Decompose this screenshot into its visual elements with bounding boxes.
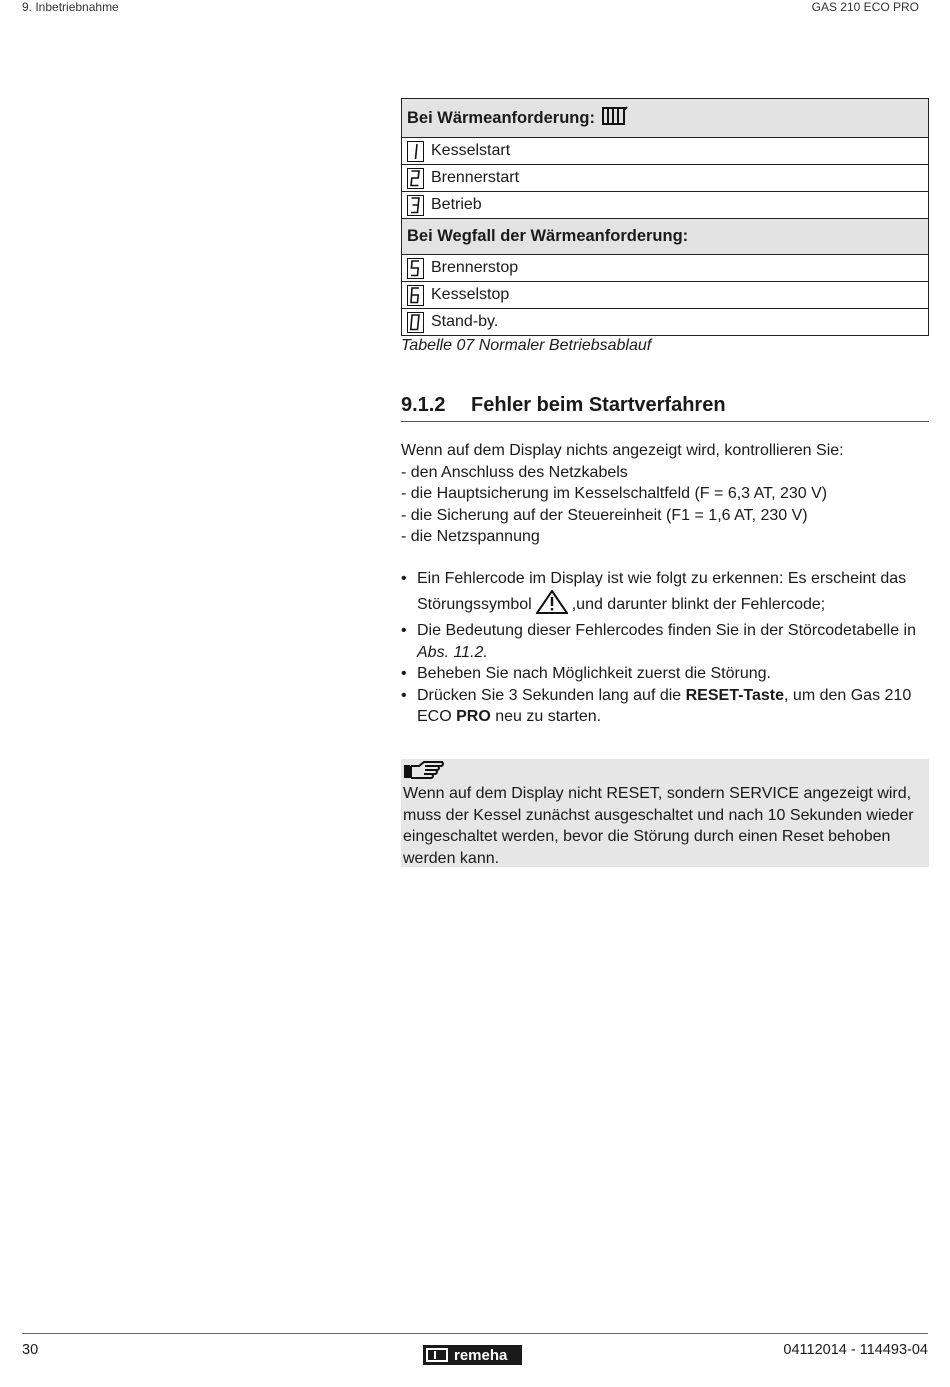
product-suffix: PRO — [456, 708, 491, 725]
table-cell-label: Kesselstart — [431, 142, 511, 159]
seven-segment-0-icon — [407, 312, 424, 333]
table-header-demand-end — [402, 218, 928, 254]
check-list — [401, 440, 929, 548]
seven-segment-6-icon — [407, 285, 424, 306]
remeha-logo — [423, 1345, 522, 1365]
table-row — [402, 137, 928, 164]
table-cell-label: Stand-by. — [431, 313, 499, 330]
bullet-text: Die Bedeutung dieser Fehlercodes finden Sie in der Störcodetabelle in — [417, 622, 916, 639]
warning-triangle-icon — [536, 590, 568, 621]
note-box — [401, 759, 929, 867]
note-text: Wenn auf dem Display nicht RESET, sondern SERVICE angezeigt wird, muss der Kessel zunächst ausgeschaltet und nach 10 Sekunden wieder eingeschaltet werden, bevor die Störung durch einen Reset behoben werden kann. — [403, 785, 914, 867]
bullet-list — [401, 568, 929, 728]
table-header-label: Bei Wegfall der Wärmeanforderung: — [407, 227, 689, 245]
logo-text: remeha — [454, 1346, 508, 1364]
header-chapter: 9. Inbetriebnahme — [22, 0, 119, 14]
radiator-icon — [602, 106, 628, 131]
table-cell-label: Betrieb — [431, 196, 482, 213]
list-item: - die Sicherung auf der Steuereinheit (F1 = 1,6 AT, 230 V) — [401, 506, 808, 524]
bullet-text: ,und darunter blinkt der Fehlercode; — [571, 595, 826, 613]
table-header-label: Bei Wärmeanforderung: — [407, 108, 595, 127]
list-item: • Ein Fehlercode im Display ist wie folgt zu erkennen: Es erscheint das Störungssymbol ,und darunter blinkt der Fehlercode; — [401, 568, 929, 620]
header-product: GAS 210 ECO PRO — [811, 0, 919, 14]
list-item: - die Hauptsicherung im Kesselschaltfeld (F = 6,3 AT, 230 V) — [401, 485, 828, 502]
table-row — [402, 281, 928, 308]
pointing-hand-icon — [403, 759, 927, 783]
section-number: 9.1.2 — [401, 394, 446, 416]
table-cell-label: Kesselstop — [431, 286, 510, 303]
section-title-text: Fehler beim Startverfahren — [471, 394, 726, 416]
document-number: 04112014 - 114493-04 — [783, 1342, 928, 1358]
list-item: • Die Bedeutung dieser Fehlercodes finden Sie in der Störcodetabelle in Abs. 11.2. — [401, 622, 916, 661]
seven-segment-1-icon — [407, 141, 424, 162]
bullet-text: neu zu starten. — [490, 708, 602, 725]
table-row — [402, 254, 928, 281]
logo-mark-icon — [426, 1348, 448, 1362]
bullet-text: Beheben Sie nach Möglichkeit zuerst die Störung. — [417, 665, 771, 682]
table-row — [402, 308, 928, 335]
seven-segment-2-icon — [407, 168, 424, 189]
table-caption: Tabelle 07 Normaler Betriebsablauf — [401, 337, 652, 354]
list-item: • Beheben Sie nach Möglichkeit zuerst die Störung. — [401, 665, 771, 682]
bullet-text: Drücken Sie 3 Sekunden lang auf die — [417, 686, 686, 704]
list-item: • Drücken Sie 3 Sekunden lang auf die RESET-Taste, um den Gas 210 ECO PRO neu zu starten. — [401, 686, 912, 725]
table-row — [402, 164, 928, 191]
table-header-heat-demand — [402, 99, 928, 137]
table-row — [402, 191, 928, 218]
bullet-text: Ein Fehlercode im Display ist wie folgt zu erkennen: Es erscheint das Störungssymbol — [417, 570, 907, 613]
seven-segment-5-icon — [407, 258, 424, 279]
check-intro: Wenn auf dem Display nichts angezeigt wird, kontrollieren Sie: — [401, 442, 844, 459]
footer-divider — [22, 1333, 928, 1334]
reset-key-label: RESET-Taste — [685, 686, 785, 704]
section-reference: Abs. 11.2. — [417, 643, 488, 661]
list-item: - den Anschluss des Netzkabels — [401, 463, 628, 481]
table-cell-label: Brennerstop — [431, 259, 519, 276]
operating-sequence-table — [401, 98, 929, 336]
seven-segment-3-icon — [407, 195, 424, 216]
table-cell-label: Brennerstart — [431, 169, 520, 186]
page-number: 30 — [22, 1342, 39, 1358]
list-item: - die Netzspannung — [401, 528, 540, 545]
section-title — [401, 394, 929, 422]
bullet-text: , um den Gas 210 ECO — [417, 686, 912, 725]
